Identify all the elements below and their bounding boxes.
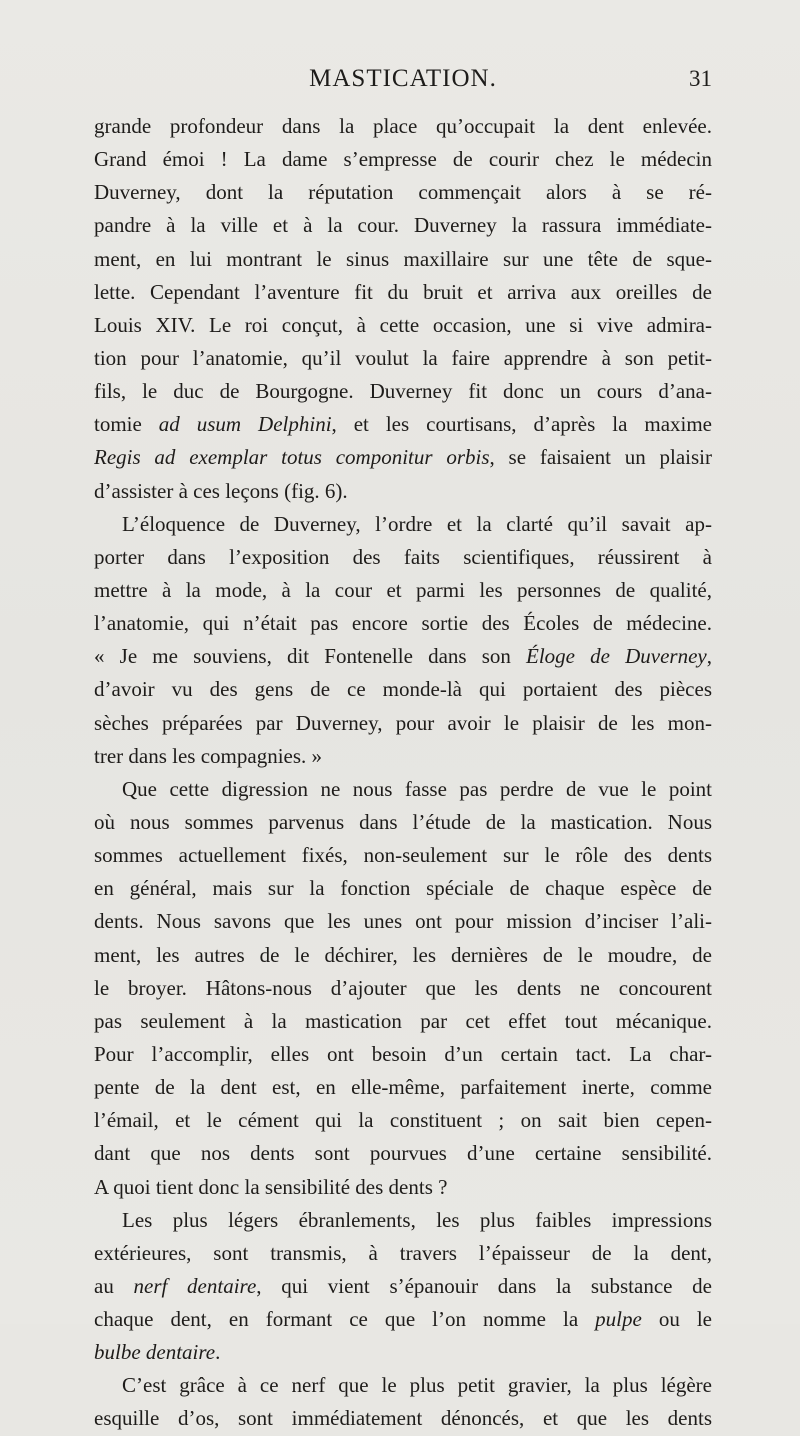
text-segment: extérieures, sont transmis, à travers l’épaisseur de la dent,	[94, 1240, 712, 1265]
text-segment: porter dans l’exposition des faits scientifiques, réussirent à	[94, 544, 712, 569]
text-line	[94, 110, 712, 143]
text-segment: A quoi tient donc la sensibilité des dents ?	[94, 1174, 448, 1199]
text-line	[94, 1137, 712, 1170]
text-line	[94, 1237, 712, 1270]
text-line	[94, 939, 712, 972]
text-segment: l’anatomie, qui n’était pas encore sortie des Écoles de médecine.	[94, 611, 712, 636]
text-segment: tomie	[94, 412, 159, 437]
text-segment: lette. Cependant l’aventure fit du bruit et arriva aux oreilles de	[94, 279, 712, 304]
text-segment: où nous sommes parvenus dans l’étude de la mastication. Nous	[94, 809, 712, 834]
page-header	[94, 62, 712, 96]
text-segment: sommes actuellement fixés, non-seulement sur le rôle des dents	[94, 843, 712, 868]
text-line	[94, 740, 712, 773]
italic-text: Éloge de Duverney	[526, 644, 707, 669]
text-segment: Grand émoi ! La dame s’empresse de courir chez le médecin	[94, 147, 712, 172]
text-line	[94, 640, 712, 673]
text-segment: ,	[706, 644, 712, 669]
text-segment: pas seulement à la mastication par cet effet tout mécanique.	[94, 1008, 712, 1033]
text-line	[94, 309, 712, 342]
text-line	[94, 209, 712, 242]
text-segment: , se faisaient un plaisir	[489, 445, 712, 470]
text-line	[94, 972, 712, 1005]
page-number: 31	[689, 66, 712, 91]
text-line	[94, 1005, 712, 1038]
text-line	[94, 1336, 712, 1369]
text-line	[94, 375, 712, 408]
text-line	[94, 1402, 712, 1435]
text-line	[94, 143, 712, 176]
text-segment: , qui vient s’épanouir dans la substance de	[256, 1273, 712, 1298]
text-line	[94, 1171, 712, 1204]
text-segment: Pour l’accomplir, elles ont besoin d’un certain tact. La char-	[94, 1041, 712, 1066]
text-line	[94, 806, 712, 839]
text-line	[94, 607, 712, 640]
text-segment: , et les courtisans, d’après la maxime	[331, 412, 712, 437]
text-segment: tion pour l’anatomie, qu’il voulut la faire apprendre à son petit-	[94, 345, 712, 370]
text-segment: ou le	[641, 1307, 712, 1332]
text-line	[94, 773, 712, 806]
text-line	[94, 176, 712, 209]
text-segment: C’est grâce à ce nerf que le plus petit gravier, la plus légère	[122, 1373, 712, 1398]
text-line	[94, 408, 712, 441]
text-segment: d’avoir vu des gens de ce monde-là qui portaient des pièces	[94, 677, 712, 702]
text-line	[94, 905, 712, 938]
italic-text: pulpe	[595, 1307, 642, 1332]
text-segment: d’assister à ces leçons (fig. 6).	[94, 478, 348, 503]
italic-text: Regis ad exemplar totus componitur orbis	[94, 445, 490, 470]
text-segment: sèches préparées par Duverney, pour avoir le plaisir de les mon-	[94, 710, 712, 735]
text-segment: L’éloquence de Duverney, l’ordre et la clarté qu’il savait ap-	[122, 511, 712, 536]
text-line	[94, 1204, 712, 1237]
text-line	[94, 1104, 712, 1137]
text-line	[94, 541, 712, 574]
text-segment: dents. Nous savons que les unes ont pour mission d’inciser l’ali-	[94, 909, 712, 934]
text-line	[94, 1038, 712, 1071]
text-segment: .	[215, 1340, 221, 1365]
text-line	[94, 475, 712, 508]
text-segment: « Je me souviens, dit Fontenelle dans son	[94, 644, 527, 669]
text-line	[94, 1303, 712, 1336]
text-segment: Duverney, dont la réputation commençait alors à se ré-	[94, 180, 712, 205]
text-segment: pandre à la ville et à la cour. Duverney la rassura immédiate-	[94, 213, 712, 238]
text-segment: pente de la dent est, en elle-même, parfaitement inerte, comme	[94, 1075, 712, 1100]
text-segment: mettre à la mode, à la cour et parmi les personnes de qualité,	[94, 577, 712, 602]
running-title: MASTICATION.	[309, 65, 497, 92]
text-line	[94, 1270, 712, 1303]
italic-text: bulbe dentaire	[94, 1340, 216, 1365]
text-segment: trer dans les compagnies. »	[94, 743, 323, 768]
text-line	[94, 243, 712, 276]
text-line	[94, 508, 712, 541]
text-line	[94, 1369, 712, 1402]
text-line	[94, 342, 712, 375]
text-segment: Que cette digression ne nous fasse pas perdre de vue le point	[122, 776, 712, 801]
text-segment: en général, mais sur la fonction spéciale de chaque espèce de	[94, 876, 712, 901]
text-line	[94, 574, 712, 607]
text-line	[94, 276, 712, 309]
body-text	[94, 110, 712, 1436]
text-segment: l’émail, et le cément qui la constituent ; on sait bien cepen-	[94, 1108, 712, 1133]
text-segment: esquille d’os, sont immédiatement dénoncés, et que les dents	[94, 1406, 712, 1431]
text-segment: chaque dent, en formant ce que l’on nomme la	[94, 1307, 596, 1332]
text-line	[94, 673, 712, 706]
text-segment: au	[94, 1273, 134, 1298]
italic-text: nerf dentaire	[133, 1273, 257, 1298]
text-line	[94, 707, 712, 740]
text-line	[94, 441, 712, 474]
text-segment: ment, les autres de le déchirer, les dernières de le moudre, de	[94, 942, 712, 967]
text-segment: Les plus légers ébranlements, les plus faibles impressions	[122, 1207, 712, 1232]
text-line	[94, 839, 712, 872]
text-segment: ment, en lui montrant le sinus maxillaire sur une tête de sque-	[94, 246, 712, 271]
text-segment: le broyer. Hâtons-nous d’ajouter que les dents ne concourent	[94, 975, 712, 1000]
text-segment: dant que nos dents sont pourvues d’une certaine sensibilité.	[94, 1141, 712, 1166]
text-line	[94, 1071, 712, 1104]
text-segment: grande profondeur dans la place qu’occupait la dent enlevée.	[94, 114, 712, 138]
italic-text: ad usum Delphini	[158, 412, 332, 437]
text-line	[94, 872, 712, 905]
text-segment: fils, le duc de Bourgogne. Duverney fit donc un cours d’ana-	[94, 379, 712, 404]
text-segment: Louis XIV. Le roi conçut, à cette occasion, une si vive admira-	[94, 312, 712, 337]
